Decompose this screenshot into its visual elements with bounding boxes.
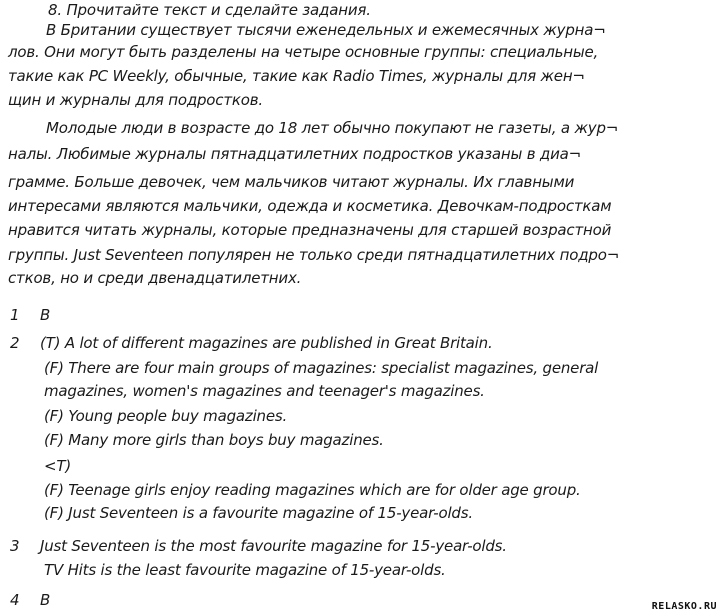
- text-line: группы. Just Seventeen популярен не только среди пятнадцатилетних подро¬: [8, 246, 620, 264]
- text-line: лов. Они могут быть разделены на четыре основные группы: специальные,: [8, 43, 599, 61]
- text-line: нравится читать журналы, которые предназначены для старшей возрастной: [8, 221, 612, 239]
- text-line: такие как PC Weekly, обычные, такие как Radio Times, журналы для жен¬: [8, 67, 585, 85]
- text-line: грамме. Больше девочек, чем мальчиков читают журналы. Их главными: [8, 173, 575, 191]
- answer-line: magazines, women's magazines and teenager's magazines.: [44, 382, 485, 400]
- answer-line: (F) Many more girls than boys buy magazines.: [44, 431, 384, 449]
- answer-line: (T) A lot of different magazines are published in Great Britain.: [40, 334, 493, 352]
- answer-line: TV Hits is the least favourite magazine of 15-year-olds.: [44, 561, 446, 579]
- answer-line: (F) Just Seventeen is a favourite magazine of 15-year-olds.: [44, 504, 473, 522]
- answer-number: 4: [10, 591, 20, 609]
- answer-line: <T): [44, 457, 71, 475]
- answer-number: 1: [10, 306, 20, 324]
- answer-text: В: [40, 306, 51, 324]
- exercise-heading: 8. Прочитайте текст и сделайте задания.: [48, 1, 371, 19]
- text-line: Молодые люди в возрасте до 18 лет обычно покупают не газеты, а жур¬: [46, 119, 619, 137]
- answer-number: 3: [10, 537, 20, 555]
- text-line: налы. Любимые журналы пятнадцатилетних подростков указаны в диа¬: [8, 145, 582, 163]
- text-line: щин и журналы для подростков.: [8, 91, 263, 109]
- answer-text: В: [40, 591, 51, 609]
- answer-number: 2: [10, 334, 20, 352]
- watermark: RELASKO.RU: [651, 601, 717, 612]
- answer-line: (F) There are four main groups of magazines: specialist magazines, general: [44, 359, 599, 377]
- text-line: стков, но и среди двенадцатилетних.: [8, 269, 302, 287]
- answer-line: (F) Teenage girls enjoy reading magazines which are for older age group.: [44, 481, 581, 499]
- text-line: интересами являются мальчики, одежда и косметика. Девочкам-подросткам: [8, 197, 612, 215]
- answer-line: (F) Young people buy magazines.: [44, 407, 288, 425]
- answer-line: Just Seventeen is the most favourite magazine for 15-year-olds.: [40, 537, 507, 555]
- text-line: В Британии существует тысячи еженедельных и ежемесячных журна¬: [46, 21, 606, 39]
